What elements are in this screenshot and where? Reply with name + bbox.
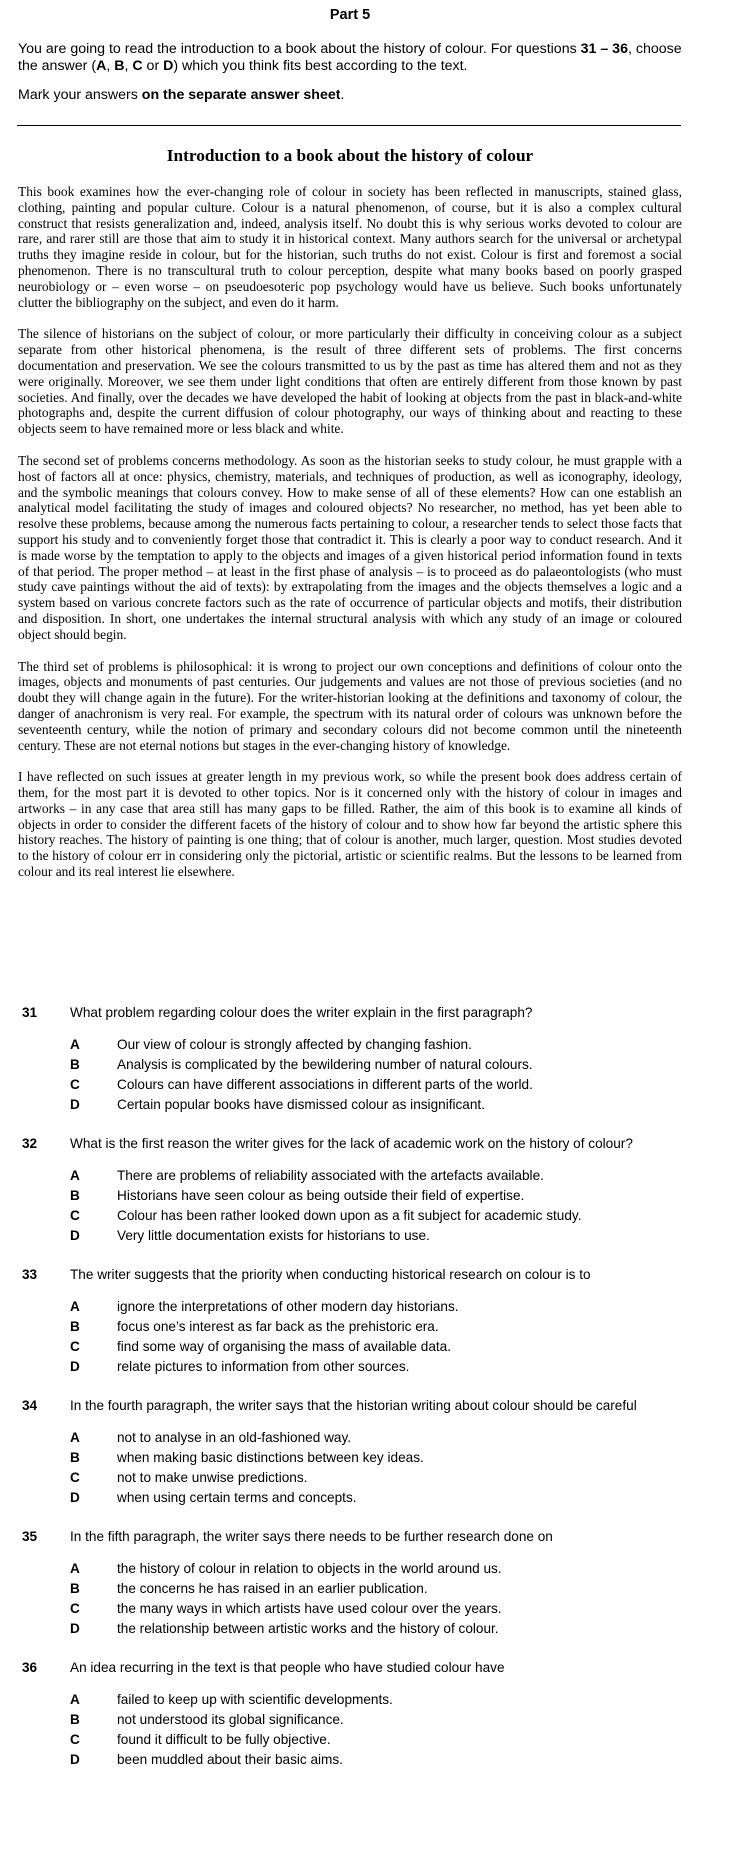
option-letter: A [70, 1430, 80, 1445]
option-text: the history of colour in relation to objects in the world around us. [117, 1561, 502, 1576]
option-text: find some way of organising the mass of available data. [117, 1339, 451, 1354]
question-number: 34 [22, 1398, 38, 1413]
option-text: when using certain terms and concepts. [117, 1490, 357, 1505]
option-text: Colour has been rather looked down upon as a fit subject for academic study. [117, 1208, 582, 1223]
question-text: What is the first reason the writer gives for the lack of academic work on the history of colour? [70, 1136, 633, 1151]
task-instruction [18, 41, 690, 75]
option-letter: D [70, 1097, 80, 1112]
option-letter: B [70, 1581, 80, 1596]
option-letter: B [70, 1450, 80, 1465]
paragraph-3: The second set of problems concerns methodology. As soon as the historian seeks to study colour, he must grapple with a host of factors all at once: physics, chemistry, materials, and techniques of production, as well as iconography, ideology, and the symbolic meanings that colours convey. How to make sense of all of these elements? How can one establish an analytical model facilitating the study of images and coloured objects? No researcher, no method, has yet been able to resolve these problems, because among the numerous facts pertaining to colour, a researcher tends to select those facts that support his study and to conveniently forget those that contradict it. This is clearly a poor way to conduct research. And it is made worse by the temptation to apply to the objects and images of a given historical period information found in texts of that period. The proper method – at least in the first phase of analysis – is to proceed as do palaeontologists (who must study cave paintings without the aid of texts): by extrapolating from the images and the objects themselves a logic and a system based on various concrete factors such as the rate of occurrence of particular objects and motifs, their distribution and disposition. In short, one undertakes the internal structural analysis with which any study of an image or coloured object should begin. [18, 452, 682, 642]
question-number: 35 [22, 1529, 38, 1544]
option-b[interactable] [0, 1057, 700, 1077]
question-stem [0, 1398, 700, 1418]
option-text: There are problems of reliability associated with the artefacts available. [117, 1168, 544, 1183]
question-stem [0, 1005, 700, 1025]
question-text: The writer suggests that the priority when conducting historical research on colour is to [70, 1267, 591, 1282]
option-a[interactable] [0, 1692, 700, 1712]
option-letter: D [70, 1359, 80, 1374]
question-text: What problem regarding colour does the writer explain in the first paragraph? [70, 1005, 533, 1020]
option-c[interactable] [0, 1208, 700, 1228]
option-b[interactable] [0, 1450, 700, 1470]
option-letter: C [70, 1601, 80, 1616]
option-text: Very little documentation exists for historians to use. [117, 1228, 430, 1243]
option-a[interactable] [0, 1430, 700, 1450]
part-title: Part 5 [329, 7, 371, 23]
option-text: found it difficult to be fully objective. [117, 1732, 331, 1747]
option-c[interactable] [0, 1339, 700, 1359]
option-letter: A [70, 1037, 80, 1052]
option-c[interactable] [0, 1732, 700, 1752]
instruction-text: ) which you think fits best according to the text. [173, 58, 468, 74]
option-letter: B [70, 1712, 80, 1727]
paragraph-1: This book examines how the ever-changing role of colour in society has been reflected in manuscripts, stained glass, clothing, painting and popular culture. Colour is a natural phenomenon, of course, but it is also a complex cultural construct that resists generalization and, indeed, analysis itself. No doubt this is why serious works devoted to colour are rare, and rarer still are those that aim to study it in historical context. Many authors search for the universal or archetypal truths they imagine reside in colour, but for the historian, such truths do not exist. Colour is first and foremost a social phenomenon. There is no transcultural truth to colour perception, despite what many books based on poorly grasped neurobiology or – even worse – on pseudoesoteric pop psychology would have us believe. Such books unfortunately clutter the bibliography on the subject, and even do it harm. [18, 184, 682, 310]
option-text: been muddled about their basic aims. [117, 1752, 343, 1767]
option-letter: C [70, 1732, 80, 1747]
question-34 [0, 1398, 700, 1510]
option-text: the relationship between artistic works and the history of colour. [117, 1621, 499, 1636]
answer-options [0, 1168, 700, 1248]
option-letter: B [70, 1188, 80, 1203]
option-letter: D [70, 1621, 80, 1636]
text-title: Introduction to a book about the history of colour [166, 146, 534, 165]
option-text: Historians have seen colour as being outside their field of expertise. [117, 1188, 525, 1203]
option-d[interactable] [0, 1097, 700, 1117]
question-number: 32 [22, 1136, 38, 1151]
instruction-text: Mark your answers [18, 87, 142, 103]
option-letter: D [70, 1228, 80, 1243]
option-text: focus one’s interest as far back as the prehistoric era. [117, 1319, 439, 1334]
option-text: the concerns he has raised in an earlier publication. [117, 1581, 428, 1596]
option-d[interactable] [0, 1359, 700, 1379]
option-b[interactable] [0, 1188, 700, 1208]
instruction-text: , [124, 58, 133, 74]
question-stem [0, 1660, 700, 1680]
instruction-text: You are going to read the introduction to a book about the history of colour. For questions [18, 41, 581, 57]
option-a[interactable] [0, 1561, 700, 1581]
instructions [18, 41, 690, 104]
instruction-text: , [106, 58, 115, 74]
question-stem [0, 1136, 700, 1156]
question-stem [0, 1529, 700, 1549]
option-text: the many ways in which artists have used colour over the years. [117, 1601, 502, 1616]
answer-sheet-emphasis: on the separate answer sheet [141, 87, 341, 103]
answer-letter: C [132, 58, 143, 74]
option-d[interactable] [0, 1490, 700, 1510]
instruction-text: or [142, 58, 164, 74]
question-number: 36 [22, 1660, 38, 1675]
paragraph-2: The silence of historians on the subject of colour, or more particularly their difficulty in conceiving colour as a subject separate from other historical phenomena, is the result of three different sets of problems. The first concerns documentation and preservation. We see the colours transmitted to us by the past as time has altered them and not as they were originally. Moreover, we see them under light conditions that often are entirely different from those known by past societies. And finally, over the decades we have developed the habit of looking at objects from the past in black-and-white photographs and, despite the current diffusion of colour photography, our ways of thinking about and reacting to these objects seem to have remained more or less black and white. [18, 326, 682, 437]
option-text: Colours can have different associations in different parts of the world. [117, 1077, 533, 1092]
option-text: relate pictures to information from other sources. [117, 1359, 410, 1374]
answer-letter: B [114, 58, 125, 74]
option-text: Analysis is complicated by the bewildering number of natural colours. [117, 1057, 533, 1072]
answer-options [0, 1430, 700, 1510]
option-letter: C [70, 1208, 80, 1223]
section-divider [17, 125, 681, 126]
option-letter: D [70, 1490, 80, 1505]
instruction-text: . [340, 87, 345, 103]
answer-letter: D [163, 58, 174, 74]
question-text: In the fifth paragraph, the writer says there needs to be further research done on [70, 1529, 553, 1544]
option-text: Certain popular books have dismissed colour as insignificant. [117, 1097, 485, 1112]
option-d[interactable] [0, 1228, 700, 1248]
option-a[interactable] [0, 1299, 700, 1319]
answer-options [0, 1299, 700, 1379]
option-d[interactable] [0, 1621, 700, 1641]
paragraph-5: I have reflected on such issues at greater length in my previous work, so while the present book does address certain of them, for the most part it is devoted to other topics. Nor is it concerned only with the history of colour in images and artworks – in any case that area still has many gaps to be filled. Rather, the aim of this book is to examine all kinds of objects in order to consider the different facets of the history of colour and to show how far beyond the artistic sphere this history reaches. The history of painting is one thing; that of colour is another, much larger, question. Most studies devoted to the history of colour err in considering only the pictorial, artistic or scientific realms. But the lessons to be learned from colour and its real interest lie elsewhere. [18, 769, 682, 880]
option-letter: C [70, 1339, 80, 1354]
option-text: not understood its global significance. [117, 1712, 344, 1727]
option-letter: A [70, 1299, 80, 1314]
question-range: 31 – 36 [580, 41, 628, 57]
answer-options [0, 1561, 700, 1641]
option-b[interactable] [0, 1712, 700, 1732]
option-letter: B [70, 1319, 80, 1334]
answer-letter: A [96, 58, 107, 74]
reading-text [18, 184, 682, 896]
question-35 [0, 1529, 700, 1641]
option-text: ignore the interpretations of other modern day historians. [117, 1299, 459, 1314]
option-b[interactable] [0, 1319, 700, 1339]
option-text: Our view of colour is strongly affected by changing fashion. [117, 1037, 472, 1052]
question-number: 31 [22, 1005, 38, 1020]
option-d[interactable] [0, 1752, 700, 1772]
option-letter: A [70, 1168, 80, 1183]
option-text: when making basic distinctions between key ideas. [117, 1450, 424, 1465]
question-number: 33 [22, 1267, 38, 1282]
question-text: In the fourth paragraph, the writer says that the historian writing about colour should be careful [70, 1398, 637, 1413]
answer-options [0, 1037, 700, 1117]
question-text: An idea recurring in the text is that people who have studied colour have [70, 1660, 505, 1675]
option-c[interactable] [0, 1601, 700, 1621]
option-letter: A [70, 1561, 80, 1576]
option-text: not to make unwise predictions. [117, 1470, 308, 1485]
option-letter: C [70, 1077, 80, 1092]
option-text: failed to keep up with scientific developments. [117, 1692, 393, 1707]
option-letter: A [70, 1692, 80, 1707]
option-letter: D [70, 1752, 80, 1767]
question-stem [0, 1267, 700, 1287]
option-text: not to analyse in an old-fashioned way. [117, 1430, 352, 1445]
questions-list [0, 1005, 700, 1791]
option-c[interactable] [0, 1077, 700, 1097]
option-letter: B [70, 1057, 80, 1072]
paragraph-4: The third set of problems is philosophical: it is wrong to project our own conceptions and definitions of colour onto the images, objects and monuments of past centuries. Our judgements and values are not those of previous societies (and no doubt they will change again in the future). For the writer-historian looking at the definitions and taxonomy of colour, the danger of anachronism is very real. For example, the spectrum with its natural order of colours was unknown before the seventeenth century, while the notion of primary and secondary colours did not become common until the nineteenth century. These are not eternal notions but stages in the ever-changing history of knowledge. [18, 658, 682, 753]
option-b[interactable] [0, 1581, 700, 1601]
question-36 [0, 1660, 700, 1772]
question-32 [0, 1136, 700, 1248]
option-c[interactable] [0, 1470, 700, 1490]
mark-instruction [18, 87, 690, 104]
question-31 [0, 1005, 700, 1117]
option-a[interactable] [0, 1168, 700, 1188]
option-letter: C [70, 1470, 80, 1485]
question-33 [0, 1267, 700, 1379]
answer-options [0, 1692, 700, 1772]
option-a[interactable] [0, 1037, 700, 1057]
instruction-text: , choose the answer ( [18, 41, 682, 74]
